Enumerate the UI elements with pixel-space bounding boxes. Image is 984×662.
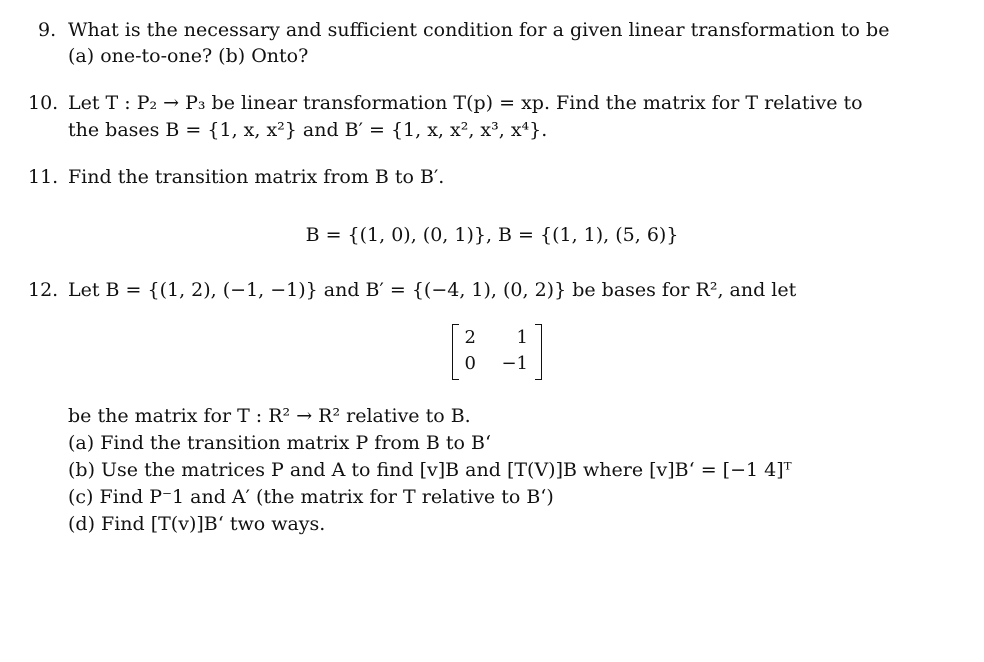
problem-9-parts: (a) one-to-one? (b) Onto? [68,45,309,67]
problem-12-question: Let B = {(1, 2), (−1, −1)} and B′ = {(−4, 1), (0, 2)} be bases for R², and let [68,279,797,301]
problem-12-matrix-description: be the matrix for T : R² → R² relative to B. [68,405,471,427]
problem-12-part-c: (c) Find P⁻1 and A′ (the matrix for T relative to B‘) [68,486,554,508]
problem-10-number: 10. [28,92,59,114]
matrix-cell-r2c2: −1 [501,353,528,374]
problem-12-part-d: (d) Find [T(v)]B‘ two ways. [68,513,326,535]
problem-12-part-b: (b) Use the matrices P and A to find [v]B and [T(V)]B where [v]B‘ = [−1 4]ᵀ [68,459,792,481]
matrix-a [452,324,542,380]
problem-10-question: Let T : P₂ → P₃ be linear transformation T(p) = xp. Find the matrix for T relative to [68,92,863,114]
problem-9-question: What is the necessary and sufficient condition for a given linear transformation to be [68,19,890,41]
matrix-cell-r1c1: 2 [464,327,476,348]
problem-12-part-a: (a) Find the transition matrix P from B to B‘ [68,432,492,454]
problem-11-display-equation: B = {(1, 0), (0, 1)}, B = {(1, 1), (5, 6)} [305,224,679,246]
matrix-cell-r2c1: 0 [464,353,476,374]
problem-11-number: 11. [28,166,59,188]
matrix-right-bracket [535,324,542,380]
problem-11-question: Find the transition matrix from B to B′. [68,166,445,188]
problem-10-bases: the bases B = {1, x, x²} and B′ = {1, x, x², x³, x⁴}. [68,119,548,141]
problem-12-number: 12. [28,279,59,301]
problem-9-number: 9. [38,19,57,41]
matrix-cell-r1c2: 1 [516,327,528,348]
